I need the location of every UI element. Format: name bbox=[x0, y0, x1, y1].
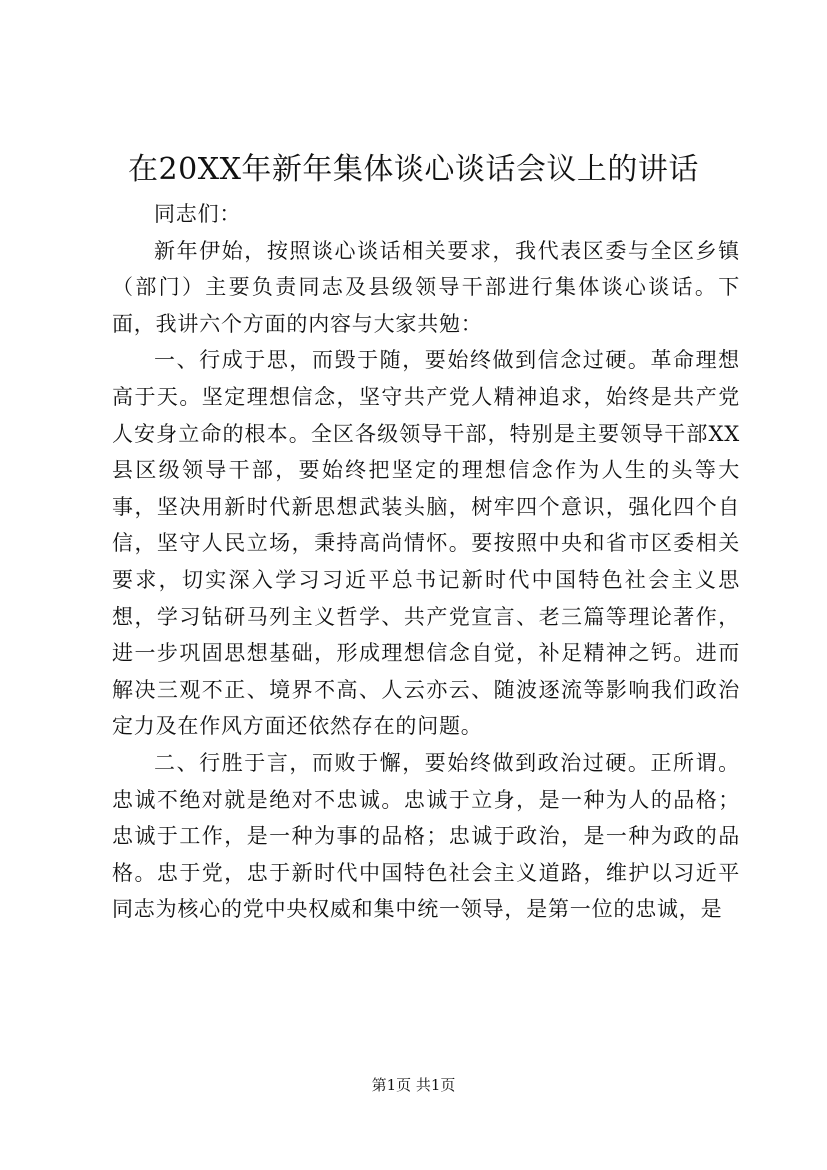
intro-paragraph: 新年伊始，按照谈心谈话相关要求，我代表区委与全区乡镇（部门）主要负责同志及县级领导干部进行集体谈心谈话。下面，我讲六个方面的内容与大家共勉： bbox=[112, 238, 740, 336]
document-title: 在20XX年新年集体谈心谈话会议上的讲话 bbox=[128, 152, 699, 187]
document-body bbox=[112, 196, 740, 928]
page-number-label: 第1页 共1页 bbox=[371, 1076, 456, 1094]
page-footer bbox=[0, 1075, 827, 1095]
salutation-paragraph: 同志们： bbox=[154, 202, 242, 226]
section-one-paragraph: 一、行成于思，而毁于随，要始终做到信念过硬。革命理想高于天。坚定理想信念，坚守共产党人精神追求，始终是共产党人安身立命的根本。全区各级领导干部，特别是主要领导干部XX县区级领导干部，要始终把坚定的理想信念作为人生的头等大事，坚决用新时代新思想武装头脑，树牢四个意识，强化四个自信，坚守人民立场，秉持高尚情怀。要按照中央和省市区委相关要求，切实深入学习习近平总书记新时代中国特色社会主义思想，学习钻研马列主义哲学、共产党宣言、老三篇等理论著作，进一步巩固思想基础，形成理想信念自觉，补足精神之钙。进而解决三观不正、境界不高、人云亦云、随波逐流等影响我们政治定力及在作风方面还依然存在的问题。 bbox=[112, 348, 740, 739]
section-two-paragraph: 二、行胜于言，而败于懈，要始终做到政治过硬。正所谓。忠诚不绝对就是绝对不忠诚。忠诚于立身，是一种为人的品格；忠诚于工作，是一种为事的品格；忠诚于政治，是一种为政的品格。忠于党，忠于新时代中国特色社会主义道路，维护以习近平同志为核心的党中央权威和集中统一领导，是第一位的忠诚，是 bbox=[112, 750, 740, 922]
